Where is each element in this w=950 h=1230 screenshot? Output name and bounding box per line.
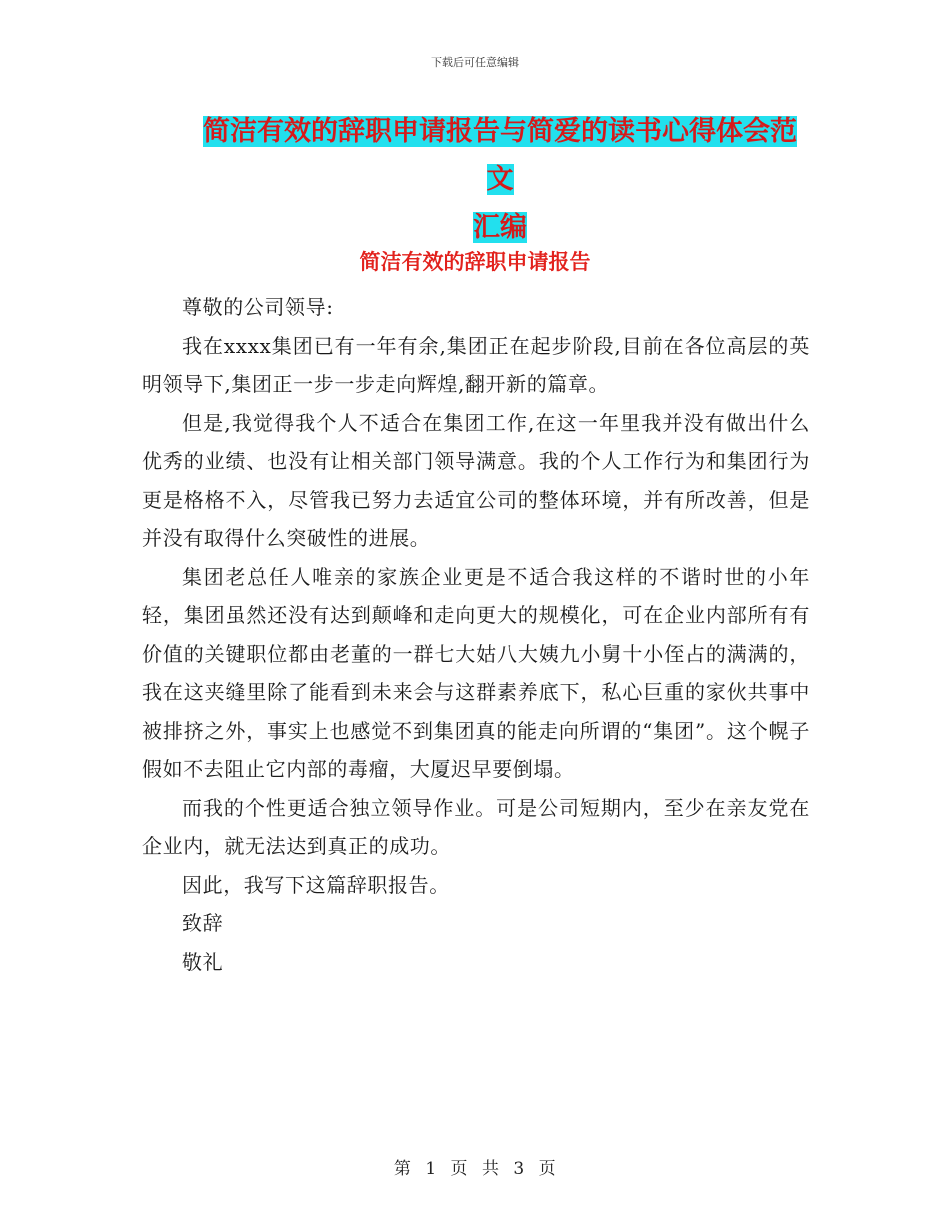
- paragraph: 集团老总任人唯亲的家族企业更是不适合我这样的不谐时世的小年轻，集团虽然还没有达到颠峰和走向更大的规模化，可在企业内部所有有价值的关键职位都由老董的一群七大姑八大姨九小舅十小侄占的满满的，我在这夹缝里除了能看到未来会与这群素养底下，私心巨重的家伙共事中被排挤之外，事实上也感觉不到集团真的能走向所谓的“集团”。这个幌子假如不去阻止它内部的毒瘤，大厦迟早要倒塌。: [142, 564, 810, 781]
- document-title-line2: 汇编: [473, 212, 527, 243]
- letter-body: [142, 288, 810, 981]
- footer-gong: 共: [481, 1159, 500, 1179]
- section-title: 简洁有效的辞职申请报告: [359, 250, 591, 274]
- footer-di: 第: [393, 1159, 412, 1179]
- paragraph: 而我的个性更适合独立领导作业。可是公司短期内，至少在亲友党在企业内，就无法达到真正的成功。: [142, 795, 810, 858]
- closing-line: 致辞: [182, 911, 224, 935]
- paragraph: 因此，我写下这篇辞职报告。: [182, 872, 450, 897]
- paragraph: 我在xxxx集团已有一年有余,集团正在起步阶段,目前在各位高层的英明领导下,集团正一步一步走向辉煌,翻开新的篇章。: [142, 333, 810, 396]
- page-footer: [0, 1154, 950, 1179]
- header-note: 下载后可任意编辑: [431, 56, 519, 69]
- paragraph: 但是,我觉得我个人不适合在集团工作,在这一年里我并没有做出什么优秀的业绩、也没有让相关部门领导满意。我的个人工作行为和集团行为更是格格不入，尽管我已努力去适宜公司的整体环境，并有所改善，但是并没有取得什么突破性的进展。: [142, 410, 810, 550]
- footer-ye2: 页: [538, 1159, 557, 1179]
- document-title-line1: 简洁有效的辞职申请报告与简爱的读书心得体会范文: [203, 116, 797, 195]
- document-title: [190, 108, 810, 252]
- closing-regards: 敬礼: [182, 949, 224, 974]
- page-number: 1: [425, 1159, 437, 1179]
- salutation: 尊敬的公司领导:: [182, 295, 334, 319]
- total-pages: 3: [513, 1159, 525, 1179]
- footer-ye: 页: [450, 1159, 469, 1179]
